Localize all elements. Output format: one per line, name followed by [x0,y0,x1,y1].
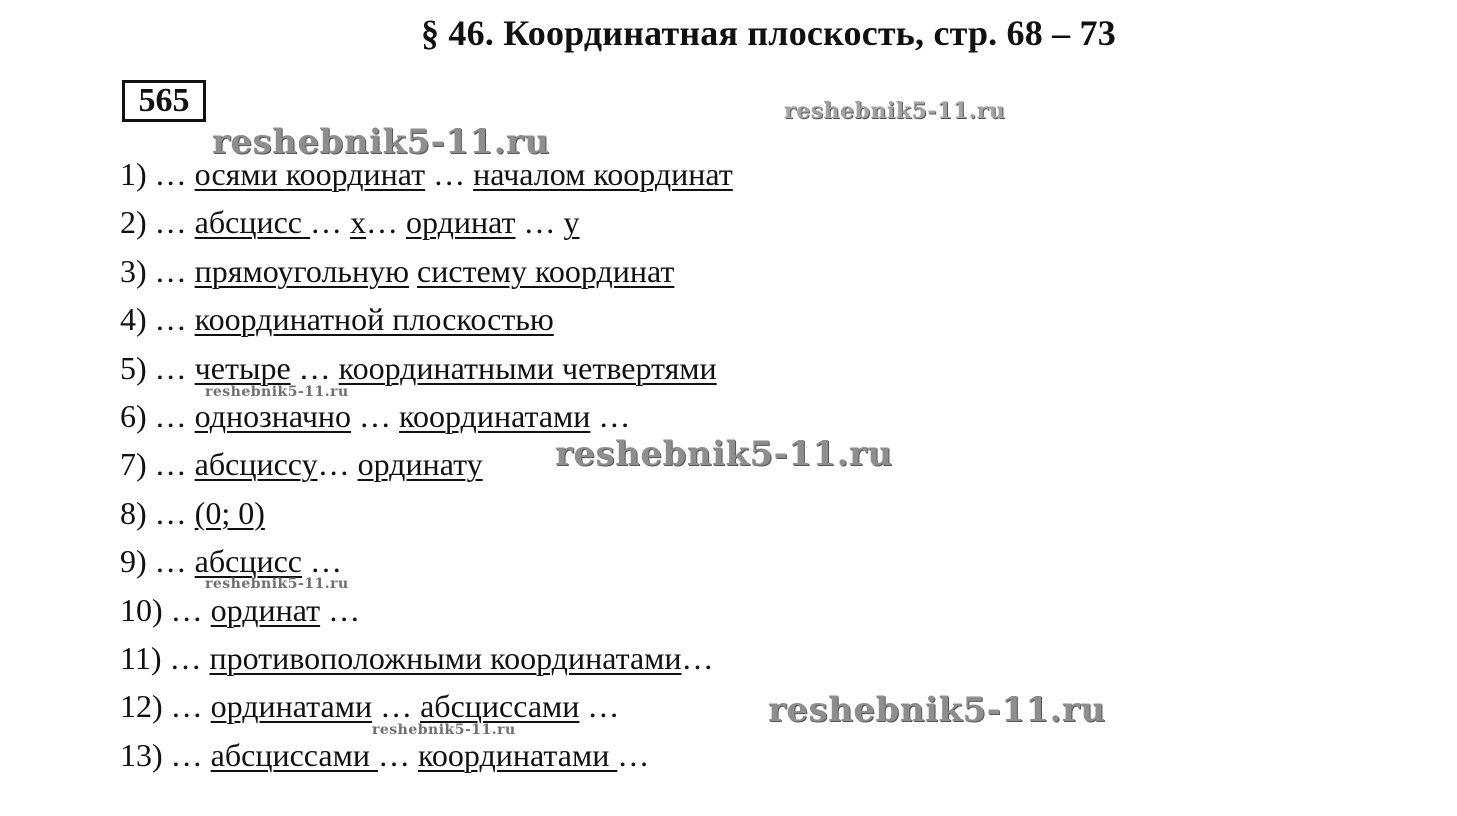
answer-ellipsis: … [146,543,195,580]
answer-ellipsis: … [372,688,421,725]
answer-line [120,198,733,246]
answer-ellipsis: … [146,397,195,434]
answer-filled-blank: абсцисс [194,204,310,241]
watermark: reshebnik5-11.ru [205,576,349,592]
answer-ellipsis [409,253,417,289]
watermark: reshebnik5-11.ru [372,722,516,738]
answer-number: 11) [120,639,162,676]
answer-ellipsis: … [590,397,631,434]
answer-filled-blank: (0; 0) [194,494,265,531]
answer-ellipsis: … [366,204,406,241]
watermark: reshebnik5-11.ru [768,690,1106,730]
answer-number: 4) [120,301,147,338]
answer-line [120,247,733,295]
answer-filled-blank: четыре [194,349,291,386]
answer-ellipsis: … [377,736,418,773]
answer-line [120,586,733,634]
answer-number: 13) [120,736,163,773]
answer-filled-blank: абсциссами [420,688,580,725]
answer-filled-blank: осями координат [194,156,426,192]
page-title: § 46. Координатная плоскость, стр. 68 – 73 [421,13,1116,53]
answer-filled-blank: координатной плоскостью [194,301,554,338]
answer-line [120,295,733,343]
answer-number: 5) [120,349,147,386]
answer-ellipsis: … [146,301,195,338]
answer-ellipsis: … [146,252,195,289]
answer-filled-blank: абсциссами [210,736,378,773]
answer-line [120,344,733,392]
answer-number: 6) [120,397,147,434]
answer-ellipsis: … [317,446,358,483]
answer-ellipsis: … [320,591,361,628]
answer-number: 12) [120,688,163,725]
answer-ellipsis: … [162,591,211,628]
answer-filled-blank: координатами [417,736,618,773]
answer-ellipsis: … [146,204,195,241]
answer-ellipsis: … [617,736,650,773]
task-number-box: 565 [122,80,206,122]
answer-ellipsis: … [351,397,400,434]
answer-filled-blank: координатными четвертями [338,349,717,386]
answer-filled-blank: ординатами [210,688,373,725]
answer-number: 1) [120,156,147,192]
answer-line [120,440,733,488]
answer-filled-blank: координатами [399,397,591,434]
answer-line [120,682,733,730]
answer-ellipsis: … [681,639,714,676]
watermark: reshebnik5-11.ru [212,122,550,162]
answer-number: 9) [120,543,147,580]
answer-number: 10) [120,591,163,628]
answer-filled-blank: абсциссу [194,446,318,483]
answer-line [120,731,733,779]
watermark: reshebnik5-11.ru [205,384,349,400]
answer-filled-blank: y [563,204,580,241]
answer-line [120,150,733,198]
answer-ellipsis: … [515,204,564,241]
answer-number: 7) [120,446,147,483]
answer-filled-blank: прямоугольную [194,252,410,289]
answer-filled-blank: абсцисс [194,543,302,580]
answer-filled-blank: противоположными координатами [209,639,682,676]
answer-line [120,392,733,440]
watermark: reshebnik5-11.ru [784,98,1006,124]
answer-number: 3) [120,252,147,289]
answer-ellipsis: … [162,736,211,773]
answer-ellipsis: … [579,688,620,725]
answer-ellipsis: … [310,204,350,241]
answer-ellipsis: … [146,156,195,192]
answer-filled-blank: ординату [357,446,483,483]
answer-list [120,150,733,779]
answer-ellipsis: … [162,688,211,725]
answer-line [120,634,733,682]
answer-filled-blank: x [350,204,366,241]
answer-ellipsis: … [146,446,195,483]
answer-ellipsis: … [302,543,342,580]
answer-ellipsis: … [146,494,195,531]
answer-filled-blank: ординат [406,204,516,241]
answer-number: 8) [120,494,147,531]
answer-ellipsis: … [290,349,339,386]
watermark: reshebnik5-11.ru [555,434,893,474]
answer-number: 2) [120,204,147,241]
answer-ellipsis: … [425,156,474,192]
answer-ellipsis: … [161,639,210,676]
answer-line [120,489,733,537]
answer-filled-blank: однозначно [194,397,352,434]
answer-line [120,537,733,585]
answer-filled-blank: началом координат [473,156,733,192]
answer-filled-blank: ординат [210,591,321,628]
answer-ellipsis: … [146,349,195,386]
answer-filled-blank: систему координат [417,252,675,289]
